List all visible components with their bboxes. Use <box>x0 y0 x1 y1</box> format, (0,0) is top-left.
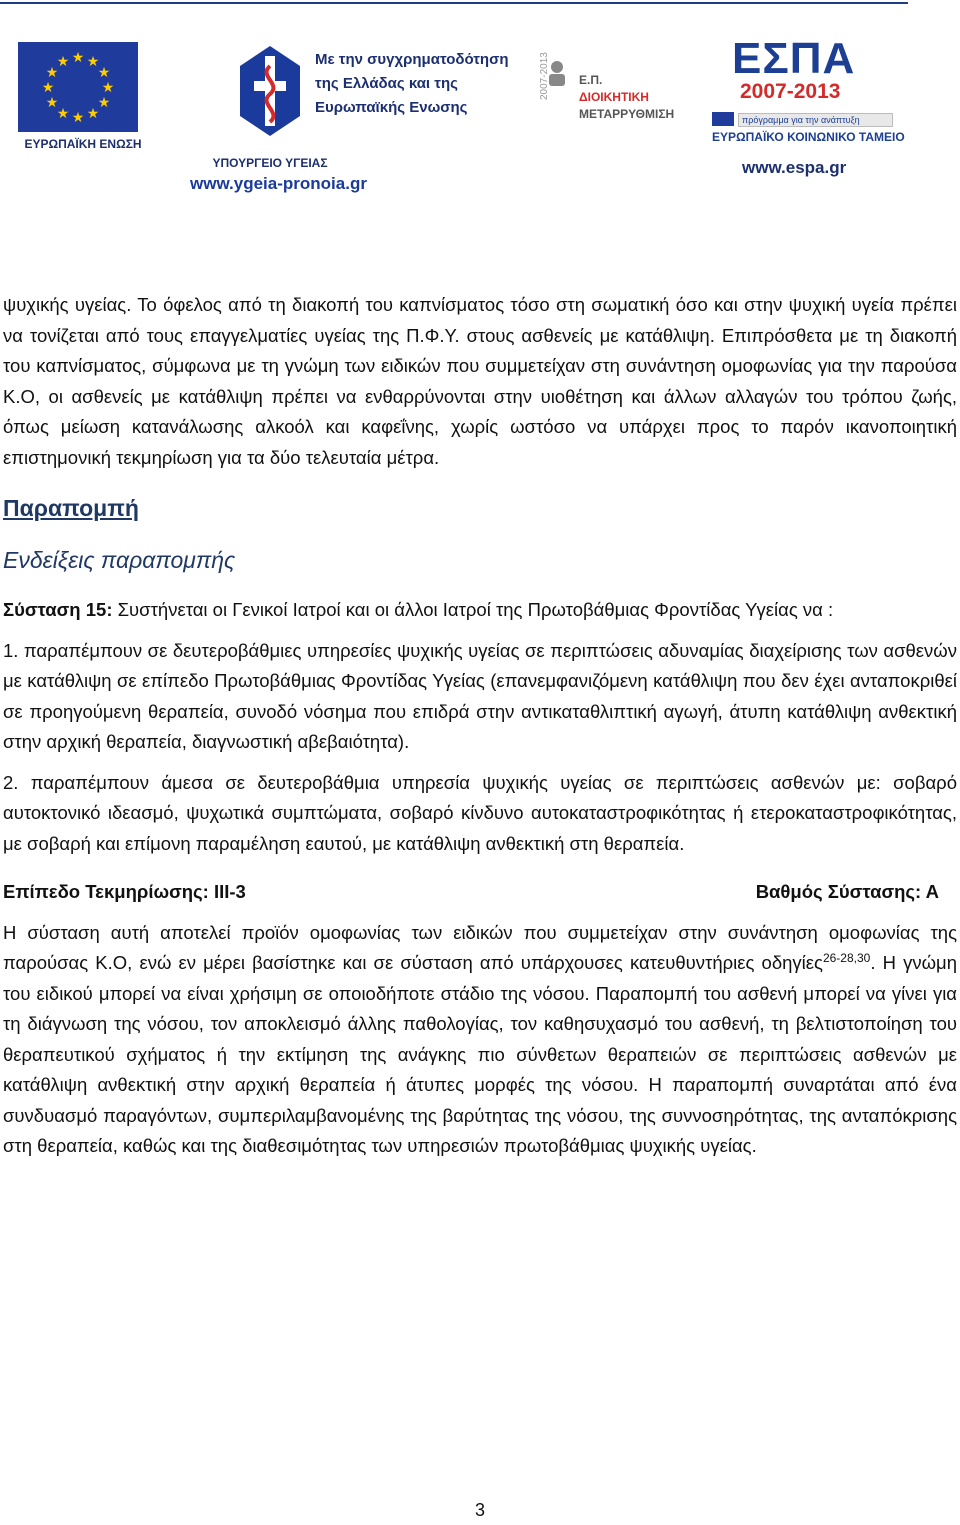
document-body <box>3 290 957 1162</box>
espa-fund: ΕΥΡΩΠΑΪΚΟ ΚΟΙΝΩΝΙΚΟ ΤΑΜΕΙΟ <box>712 130 905 144</box>
final-paragraph <box>3 918 957 1162</box>
eu-label: ΕΥΡΩΠΑΪΚΗ ΕΝΩΣΗ <box>24 137 142 151</box>
section-heading: Παραπομπή <box>3 495 139 521</box>
svg-text:★: ★ <box>45 95 59 111</box>
espa-title: ΕΣΠΑ <box>732 34 856 83</box>
reform-line-1: Ε.Π. <box>579 73 603 87</box>
espa-url: www.espa.gr <box>742 158 847 177</box>
ministry-logo <box>212 36 540 176</box>
eu-logo <box>18 42 168 151</box>
caduceus-icon <box>230 36 310 156</box>
svg-text:★: ★ <box>97 65 111 81</box>
page-number: 3 <box>474 1500 485 1520</box>
espa-eu-flag-icon <box>712 112 734 126</box>
recommendation-paragraph <box>3 595 957 626</box>
reform-line-3: ΜΕΤΑΡΡΥΘΜΙΣΗ <box>579 107 675 121</box>
cofunding-line-2: της Ελλάδας και της <box>315 75 458 92</box>
svg-text:★: ★ <box>56 106 70 122</box>
final-text-part-1: Η σύσταση αυτή αποτελεί προϊόν ομοφωνίας των ειδικών που συμμετείχαν στην συνάντηση ομοφωνίας της παρούσας Κ.Ο, ενώ εν μέρει βασίστηκε και σε σύσταση από υπάρχουσες κατευθυντήριες οδηγίες <box>3 921 957 973</box>
evidence-row <box>3 877 957 908</box>
espa-years: 2007-2013 <box>740 80 841 103</box>
svg-text:★: ★ <box>41 80 55 96</box>
espa-slogan: πρόγραμμα για την ανάπτυξη <box>738 113 893 127</box>
ministry-url: www.ygeia-pronoia.gr <box>190 174 367 193</box>
evidence-level: Επίπεδο Τεκμηρίωσης: ΙΙΙ-3 <box>3 881 246 902</box>
reform-line-2: ΔΙΟΙΚΗΤΙΚΗ <box>579 90 649 104</box>
section-subheading: Ενδείξεις παραπομπής <box>3 547 236 573</box>
svg-text:★: ★ <box>86 106 100 122</box>
list-item-1: 1. παραπέμπουν σε δευτεροβάθμιες υπηρεσίες ψυχικής υγείας σε περιπτώσεις αδυναμίας διαχείρισης των ασθενών με κατάθλιψη σε επίπεδο Πρωτοβάθμιας Φροντίδας Υγείας (επανεμφανιζόμενη κατάθλιψη που δεν έχει ανταποκριθεί σε προηγούμενη θεραπεία, συνοδό νόσημα που επιδρά στην αντικαταθλιπτική αγωγή, άτυπη κατάθλιψη ανθεκτική στην αρχική θεραπεία, διαγνωστική αβεβαιότητα). <box>3 639 957 752</box>
recommendation-grade: Βαθμός Σύστασης: Α <box>755 881 939 902</box>
reform-years: 2007-2013 <box>539 52 550 100</box>
top-rule <box>0 2 908 4</box>
svg-text:★: ★ <box>86 54 100 70</box>
intro-paragraph: ψυχικής υγείας. Το όφελος από τη διακοπή του καπνίσματος τόσο στη σωματική όσο και στην ψυχική υγεία πρέπει να τονίζεται από τους επαγγελματίες υγείας της Π.Φ.Υ. στους ασθενείς με κατάθλιψη. Επιπρόσθετα με τη διακοπή του καπνίσματος, σύμφωνα με τη γνώμη των ειδικών που συμμετείχαν στη συνάντηση ομοφωνίας για την παρούσα Κ.Ο, οι ασθενείς με κατάθλιψη πρέπει να ενθαρρύνονται στην υιοθέτηση και άλλων αλλαγών του τρόπου ζωής, όπως μείωση κατανάλωσης αλκοόλ και καφεΐνης, χωρίς ωστόσο να υπάρχει προς το παρόν ικανοποιητική επιστημονική τεκμηρίωση για τα δύο τελευταία μέτρα. <box>3 294 957 468</box>
cofunding-line-3: Ευρωπαϊκής Ενωσης <box>315 99 468 116</box>
svg-text:★: ★ <box>71 110 85 126</box>
citation-superscript: 26-28,30 <box>822 950 871 965</box>
ministry-name: ΥΠΟΥΡΓΕΙΟ ΥΓΕΙΑΣ <box>212 156 328 170</box>
final-text-part-2: . Η γνώμη του ειδικού μπορεί να είναι χρήσιμη σε οποιοδήποτε στάδιο της νόσου. Παραπομπή του ασθενή μπορεί να γίνει για τη διάγνωση της νόσου, τον αποκλεισμό άλλης παθολογίας, τον καθησυχασμό του ασθενή, τη βελτιστοποίηση του θεραπευτικού σχήματος ή την εκτίμηση της ανάγκης πιο σύνθετων θεραπειών σε περιπτώσεις ασθενών με κατάθλιψη ανθεκτική στην αρχική θεραπεία ή άτυπες μορφές της νόσου. Η παραπομπή συναρτάται από ένα συνδυασμό παραγόντων, συμπεριλαμβανομένης της βαρύτητας της νόσου, της συννοσηρότητας, της ανταπόκρισης στη θεραπεία, καθώς και της διαθεσιμότητας των υπηρεσιών πρωτοβάθμιας ψυχικής υγείας. <box>3 952 957 1156</box>
reform-logo <box>539 52 705 170</box>
svg-text:★: ★ <box>97 95 111 111</box>
logo-banner <box>0 20 960 210</box>
svg-text:★: ★ <box>56 54 70 70</box>
eu-flag-icon <box>18 42 138 132</box>
cofunding-line-1: Με την συγχρηματοδότηση <box>315 51 509 68</box>
svg-text:★: ★ <box>71 50 85 66</box>
recommendation-text: Συστήνεται οι Γενικοί Ιατροί και οι άλλοι Ιατροί της Πρωτοβάθμιας Φροντίδας Υγείας να : <box>112 599 834 620</box>
recommendation-label: Σύσταση 15: <box>3 599 113 620</box>
list-item-2: 2. παραπέμπουν άμεσα σε δευτεροβάθμια υπηρεσία ψυχικής υγείας σε περιπτώσεις ασθενών με: σοβαρό αυτοκτονικό ιδεασμό, ψυχωτικά συμπτώματα, σοβαρό κίνδυνο αυτοκαταστροφικότητας ή ετεροκαταστροφικότητας, με σοβαρή και επίμονη παραμέληση εαυτού, με κατάθλιψη ανθεκτική στη θεραπεία. <box>3 771 957 854</box>
espa-logo <box>712 34 952 184</box>
svg-text:★: ★ <box>101 80 115 96</box>
svg-text:★: ★ <box>45 65 59 81</box>
